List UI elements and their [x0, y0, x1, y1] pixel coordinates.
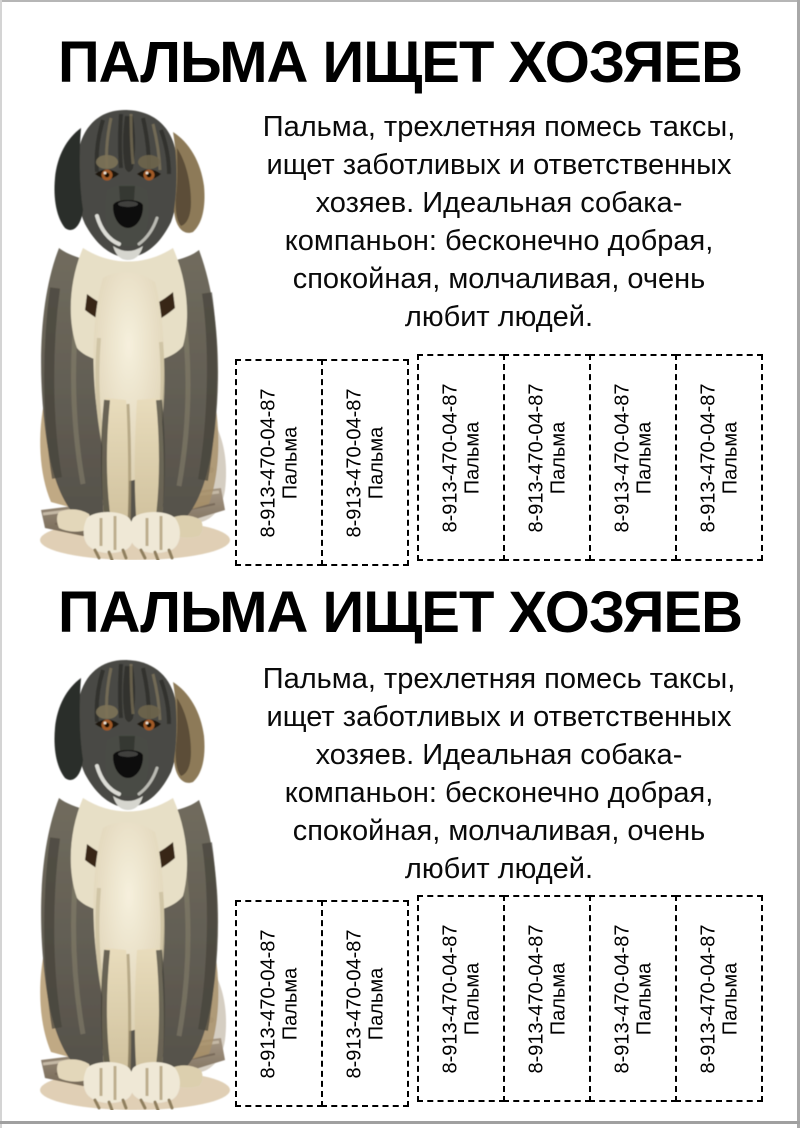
description-line: любит людей.	[404, 853, 594, 885]
strip-phone: 8-913-470-04-87	[525, 383, 547, 532]
dog-illustration	[25, 648, 235, 1110]
tear-off-strip	[503, 354, 591, 561]
strip-phone: 8-913-470-04-87	[611, 924, 633, 1073]
strip-name: Пальма	[461, 962, 483, 1035]
strip-name: Пальма	[719, 421, 741, 494]
description-line: ищет заботливых и ответственных	[266, 701, 732, 733]
description	[225, 660, 773, 888]
description-line: спокойная, молчаливая, очень	[292, 263, 706, 295]
tear-off-strip	[235, 359, 323, 566]
page-title: ПАЛЬМА ИЩЕТ ХОЗЯЕВ	[57, 580, 742, 645]
tear-off-strip	[675, 354, 763, 561]
flyer-half-bottom	[0, 564, 800, 1128]
tear-off-strip	[675, 895, 763, 1102]
strip-name: Пальма	[547, 421, 569, 494]
description-line: Пальма, трехлетняя помесь таксы,	[262, 111, 736, 143]
strip-phone: 8-913-470-04-87	[697, 383, 719, 532]
tear-off-strip	[503, 895, 591, 1102]
strip-name: Пальма	[365, 426, 387, 499]
description-line: хозяев. Идеальная собака-	[315, 187, 683, 219]
strip-name: Пальма	[365, 967, 387, 1040]
strip-name: Пальма	[633, 421, 655, 494]
strip-name: Пальма	[461, 421, 483, 494]
strip-name: Пальма	[279, 967, 301, 1040]
description-line: любит людей.	[404, 301, 594, 333]
dog-photo	[25, 648, 235, 1110]
tear-off-strips	[235, 895, 763, 1107]
strip-phone: 8-913-470-04-87	[257, 929, 279, 1078]
tear-off-strip	[417, 895, 505, 1102]
strip-phone: 8-913-470-04-87	[439, 383, 461, 532]
dog-photo	[25, 98, 235, 560]
description-line: ищет заботливых и ответственных	[266, 149, 732, 181]
strip-name: Пальма	[633, 962, 655, 1035]
strip-name: Пальма	[279, 426, 301, 499]
strip-phone: 8-913-470-04-87	[343, 929, 365, 1078]
strip-phone: 8-913-470-04-87	[257, 388, 279, 537]
tear-off-strip	[589, 354, 677, 561]
description-line: хозяев. Идеальная собака-	[315, 739, 683, 771]
description-line: компаньон: бесконечно добрая,	[284, 777, 714, 809]
description	[225, 108, 773, 336]
description-line: компаньон: бесконечно добрая,	[284, 225, 714, 257]
strip-phone: 8-913-470-04-87	[611, 383, 633, 532]
tear-off-strips	[235, 354, 763, 566]
tear-off-strip	[321, 900, 409, 1107]
tear-off-strip	[321, 359, 409, 566]
tear-off-strip	[417, 354, 505, 561]
tear-off-strip	[235, 900, 323, 1107]
strip-name: Пальма	[547, 962, 569, 1035]
dog-illustration	[25, 98, 235, 560]
page-title: ПАЛЬМА ИЩЕТ ХОЗЯЕВ	[57, 30, 742, 95]
strip-phone: 8-913-470-04-87	[697, 924, 719, 1073]
strip-phone: 8-913-470-04-87	[525, 924, 547, 1073]
strip-name: Пальма	[719, 962, 741, 1035]
strip-phone: 8-913-470-04-87	[439, 924, 461, 1073]
strip-phone: 8-913-470-04-87	[343, 388, 365, 537]
tear-off-strip	[589, 895, 677, 1102]
description-line: Пальма, трехлетняя помесь таксы,	[262, 663, 736, 695]
description-line: спокойная, молчаливая, очень	[292, 815, 706, 847]
